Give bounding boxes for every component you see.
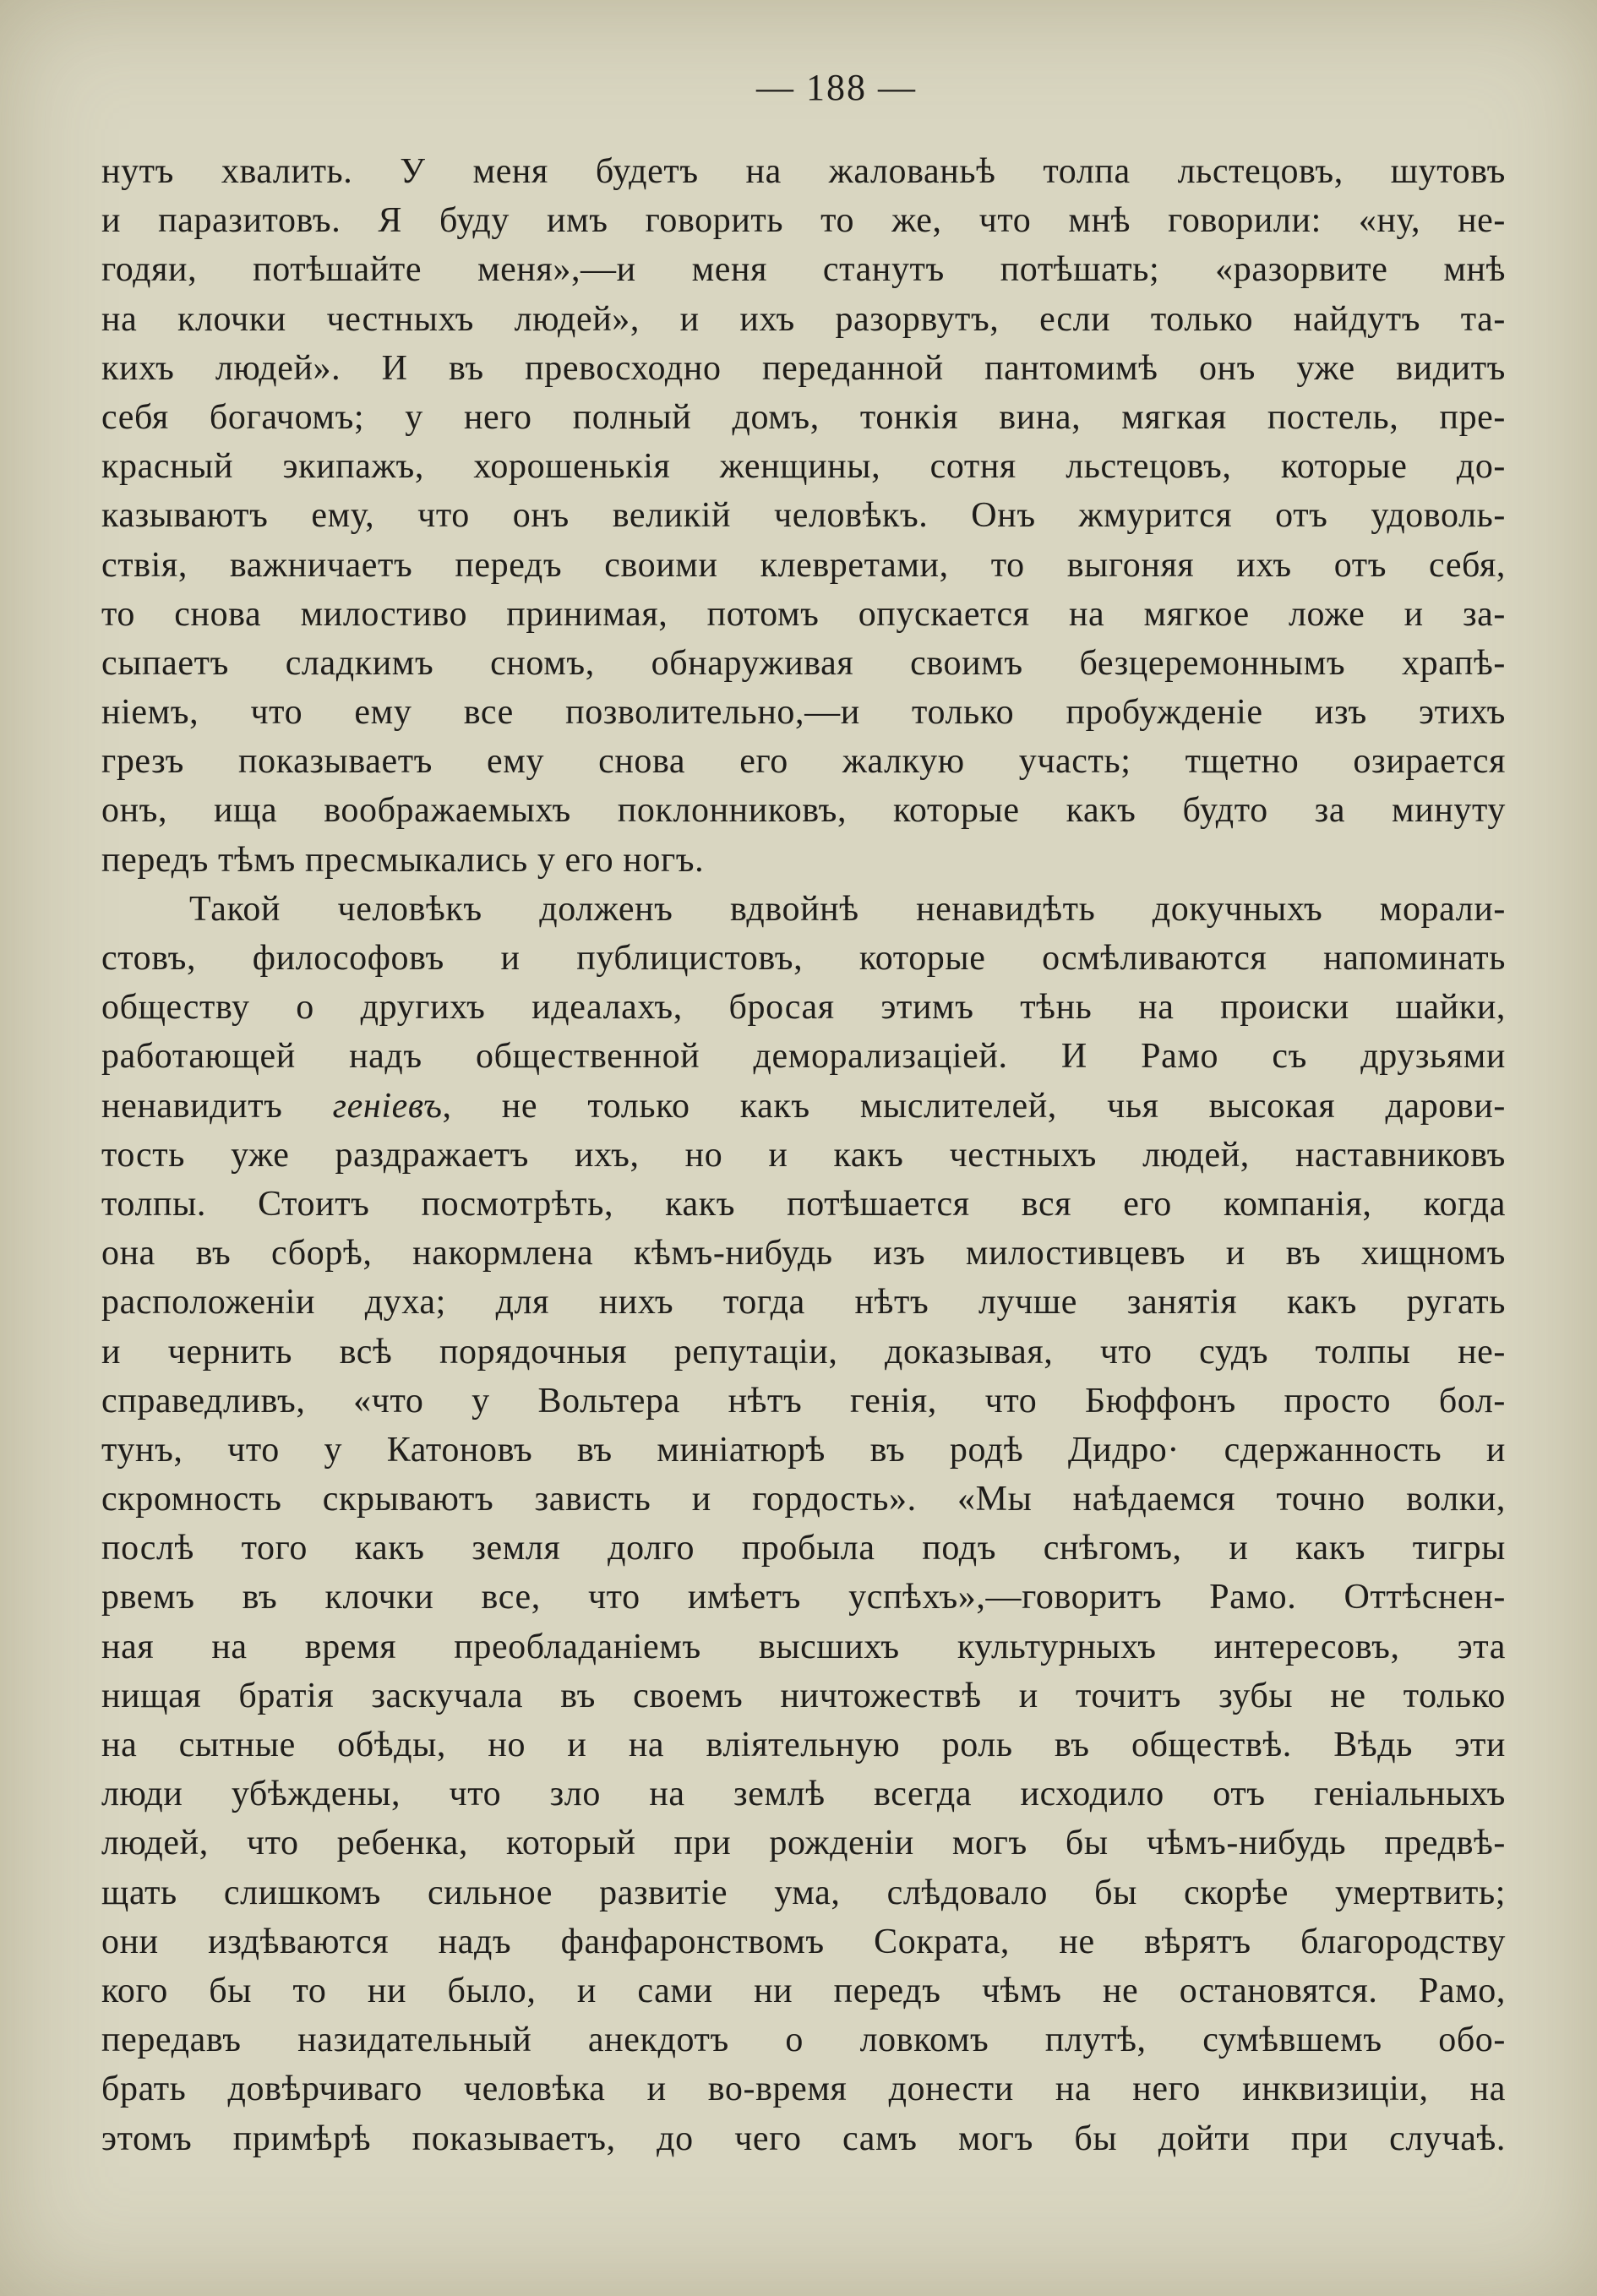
text-line: толпы. Стоитъ посмотрѣть, какъ потѣшается вся его компанія, когда (101, 1184, 1506, 1224)
text-line: работающей надъ общественной деморализаціей. И Рамо съ друзьями (101, 1037, 1506, 1077)
text-segment: ненавидитъ (101, 1086, 333, 1126)
text-line: этомъ примѣрѣ показываетъ, до чего самъ могъ бы дойти при случаѣ. (101, 2119, 1506, 2158)
text-line: передавъ назидательный анекдотъ о ловкомъ плутѣ, сумѣвшемъ обо- (101, 2021, 1506, 2060)
text-line: расположеніи духа; для нихъ тогда нѣтъ лучше занятія какъ ругать (101, 1283, 1506, 1323)
text-line: скромность скрываютъ зависть и гордость». «Мы наѣдаемся точно волки, (101, 1480, 1506, 1519)
text-line: тость уже раздражаетъ ихъ, но и какъ честныхъ людей, наставниковъ (101, 1135, 1506, 1175)
text-line: они издѣваются надъ фанфаронствомъ Сократа, не вѣрятъ благородству (101, 1922, 1506, 1961)
text-line: на сытные обѣды, но и на вліятельную роль въ обществѣ. Вѣдь эти (101, 1726, 1506, 1764)
paragraph-start-line: Такой человѣкъ долженъ вдвойнѣ ненавидѣть докучныхъ морали- (189, 889, 1506, 929)
text-line: людей, что ребенка, который при рожденіи могъ бы чѣмъ-нибудь предвѣ- (101, 1824, 1506, 1863)
text-line: сыпаетъ сладкимъ сномъ, обнаруживая своимъ безцеремоннымъ храпѣ- (101, 643, 1506, 683)
text-line: нищая братія заскучала въ своемъ ничтожествѣ и точитъ зубы не только (101, 1676, 1506, 1715)
text-line: кихъ людей». И въ превосходно переданной пантомимѣ онъ уже видитъ (101, 348, 1506, 388)
text-line: и паразитовъ. Я буду имъ говорить то же, что мнѣ говорили: «ну, не- (101, 201, 1506, 241)
text-line: справедливъ, «что у Вольтера нѣтъ генія, что Бюффонъ просто бол- (101, 1381, 1506, 1421)
text-line: казываютъ ему, что онъ великій человѣкъ. Онъ жмурится отъ удоволь- (101, 496, 1506, 536)
text-line: рвемъ въ клочки все, что имѣетъ успѣхъ»,—говоритъ Рамо. Оттѣснен- (101, 1578, 1506, 1617)
text-line: себя богачомъ; у него полный домъ, тонкія вина, мягкая постель, пре- (101, 397, 1506, 437)
text-line: нутъ хвалить. У меня будетъ на жалованьѣ толпа льстецовъ, шутовъ (101, 152, 1506, 191)
text-line: годяи, потѣшайте меня»,—и меня станутъ потѣшать; «разорвите мнѣ (101, 250, 1506, 290)
text-line: кого бы то ни было, и сами ни передъ чѣмъ не остановятся. Рамо, (101, 1971, 1506, 2010)
text-segment: , не только какъ мыслителей, чья высокая дарови- (442, 1086, 1506, 1126)
text-line: онъ, ища воображаемыхъ поклонниковъ, которые какъ будто за минуту (101, 791, 1506, 831)
text-line: послѣ того какъ земля долго пробыла подъ снѣгомъ, и какъ тигры (101, 1529, 1506, 1568)
text-line: ніемъ, что ему все позволительно,—и только пробужденіе изъ этихъ (101, 693, 1506, 733)
text-line: щать слишкомъ сильное развитіе ума, слѣдовало бы скорѣе умертвить; (101, 1873, 1506, 1912)
text-line: стовъ, философовъ и публицистовъ, которые осмѣливаются напоминать (101, 939, 1506, 978)
text-line: то снова милостиво принимая, потомъ опускается на мягкое ложе и за- (101, 594, 1506, 634)
text-line: тунъ, что у Катоновъ въ миніатюрѣ въ родѣ Дидро· сдержанность и (101, 1430, 1506, 1470)
text-line: на клочки честныхъ людей», и ихъ разорвутъ, если только найдутъ та- (101, 299, 1506, 339)
page-number: — 188 — (756, 67, 917, 108)
text-line: обществу о другихъ идеалахъ, бросая этимъ тѣнь на происки шайки, (101, 988, 1506, 1028)
text-line: люди убѣждены, что зло на землѣ всегда исходило отъ геніальныхъ (101, 1775, 1506, 1814)
text-line: красный экипажъ, хорошенькія женщины, сотня льстецовъ, которые до- (101, 447, 1506, 487)
italic-word: геніевъ (332, 1086, 443, 1126)
text-line: ная на время преобладаніемъ высшихъ культурныхъ интересовъ, эта (101, 1627, 1506, 1666)
text-line: грезъ показываетъ ему снова его жалкую участь; тщетно озирается (101, 742, 1506, 782)
text-line: брать довѣрчиваго человѣка и во-время донести на него инквизиціи, на (101, 2070, 1506, 2109)
text-line (101, 1082, 1506, 1131)
paragraph-end-line: передъ тѣмъ пресмыкались у его ногъ. (101, 840, 705, 880)
body-text (101, 147, 1506, 2163)
text-line: она въ сборѣ, накормлена кѣмъ-нибудь изъ милостивцевъ и въ хищномъ (101, 1234, 1506, 1273)
text-line: ствія, важничаетъ передъ своими клевретами, то выгоняя ихъ отъ себя, (101, 545, 1506, 585)
text-line: и чернить всѣ порядочныя репутаціи, доказывая, что судъ толпы не- (101, 1332, 1506, 1372)
